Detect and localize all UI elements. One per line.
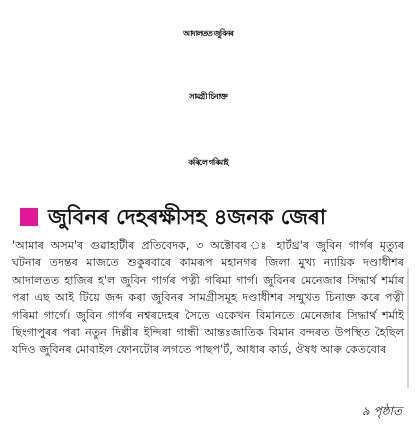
subheadline-row	[0, 200, 416, 234]
continued-page-reference: ৯ পৃষ্ঠাত	[361, 404, 402, 418]
subheadline: জুবিনৰ দেহৰক্ষীসহ ৪জনক জেৰা	[48, 205, 326, 229]
article-body-paragraph: 'আমাৰ অসম'ৰ গুৱাহাটীৰ প্ৰতিবেদক, ৩ অক্টোবৰ ঃ হাৰ্টথ্ৰ'ৰ জুবিন গাৰ্গৰ মৃত্যুৰ ঘটনাৰ তদন্তৰ মাজতে শুকুৰবাৰে কামৰূপ মহানগৰ জিলা মুখ্য ন্যায়িক দণ্ডাধীশৰ আদালতত হাজিৰ হ'ল জুবিন গাৰ্গৰ পত্নী গৰিমা গাৰ্গ। জুবিনৰ মেনেজাৰ সিদ্ধাৰ্থ শৰ্মাৰ পৰা এছ আই টিয়ে জব্দ কৰা জুবিনৰ সামগ্ৰীসমূহ দণ্ডাধীশৰ সন্মুখত চিনাক্ত কৰে পত্নী গৰিমা গাৰ্গে। জুবিন গাৰ্গৰ নশ্বৰদেহৰ সৈতে একেখন বিমানতে মেনেজাৰ সিদ্ধাৰ্থ শৰ্মাই ছিংগাপুৰৰ পৰা নতুন দিল্লীৰ ইন্দিৰা গান্ধী আন্তঃজাতিক বিমান বন্দৰত উপস্থিত হৈছিল যদিও জুবিনৰ মোবাইল ফোনটোৰ লগতে পাছপ'ৰ্ট, আধাৰ কাৰ্ড, ঔষধ আৰু কেতবোৰ	[12, 239, 404, 357]
headline-line-1: আদালতত জুবিনৰ	[183, 29, 233, 38]
headline-line-3: কৰিলে গৰিমাই	[188, 158, 228, 167]
headline-line-2: সামগ্ৰী চিনাক্ত	[189, 92, 227, 101]
square-bullet-icon	[20, 208, 38, 226]
column-divider	[407, 268, 409, 388]
article-body	[12, 237, 404, 359]
